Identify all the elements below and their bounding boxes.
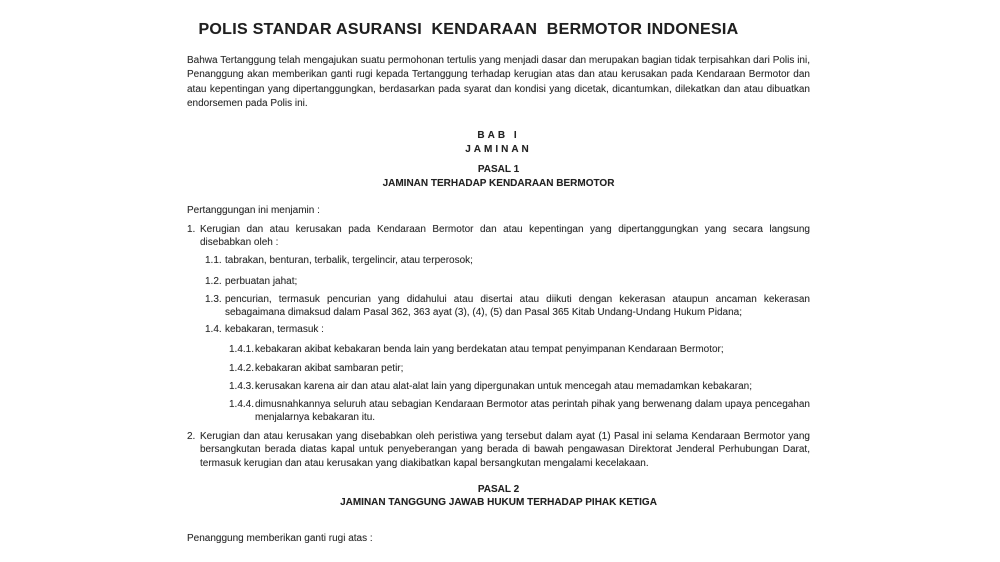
item-number: 1.4.3. — [229, 380, 255, 392]
preamble-paragraph: Bahwa Tertanggung telah mengajukan suatu permohonan tertulis yang menjadi dasar dan merupakan bagian tidak terpisahkan dari Polis ini, Penanggung akan memberikan ganti rugi kepada Tertanggung terhadap kerugian atas dan atau kerusakan pada Kendaraan Bermotor dan atau kepentingan yang dipertanggungkan, berdasarkan pada syarat dan kondisi yang dicetak, dicantumkan, dilekatkan dan atau dibuatkan endorsemen pada Polis ini. — [187, 54, 810, 109]
list-item-2 — [187, 430, 810, 471]
pasal-2-intro: Penanggung memberikan ganti rugi atas : — [187, 532, 373, 544]
list-item-1-4-4 — [229, 398, 810, 425]
item-number: 1. — [187, 223, 196, 235]
item-text: perbuatan jahat; — [225, 275, 298, 287]
item-text: pencurian, termasuk pencurian yang didahului atau disertai atau diikuti dengan kekerasan ataupun ancaman kekerasan sebagaimana dimaksud dalam Pasal 362, 363 ayat (3), (4), (5) dan Pasal 365 Kitab Undang-Undang Hukum Pidana; — [225, 293, 810, 318]
list-item-1-4-3 — [229, 380, 810, 394]
list-item-1-2 — [205, 275, 810, 289]
item-text: kebakaran akibat sambaran petir; — [255, 363, 404, 374]
pasal-2-label: PASAL 2 — [477, 483, 520, 495]
item-text: Kerugian dan atau kerusakan yang disebabkan oleh peristiwa yang tersebut dalam ayat (1) Pasal ini selama Kendaraan Bermotor yang bersangkutan berada diatas kapal untuk penyeberangan yang berada di bawah pengawasan Direktorat Jenderal Perhubungan Darat, termasuk kerugian dan atau kerusakan yang diakibatkan kapal bersangkutan mengalami kecelakaan. — [200, 430, 810, 469]
chapter-title: JAMINAN — [465, 144, 532, 155]
item-text: Kerugian dan atau kerusakan pada Kendaraan Bermotor dan atau kepentingan yang dipertanggungkan yang secara langsung disebabkan oleh : — [200, 223, 810, 248]
item-number: 1.3. — [205, 293, 222, 305]
item-number: 1.4.2. — [229, 363, 255, 374]
item-text: kerusakan karena air dan atau alat-alat lain yang dipergunakan untuk mencegah atau memadamkan kebakaran; — [255, 380, 752, 392]
pasal-1-title: JAMINAN TERHADAP KENDARAAN BERMOTOR — [382, 177, 615, 189]
document-content — [187, 21, 810, 545]
item-number: 1.1. — [205, 255, 222, 266]
document-title: POLIS STANDAR ASURANSI KENDARAAN BERMOTOR INDONESIA — [198, 21, 739, 38]
item-number: 1.4.4. — [229, 398, 255, 410]
item-number: 1.4.1. — [229, 343, 255, 355]
list-item-1 — [187, 223, 810, 250]
pasal-2-heading — [187, 483, 810, 510]
pasal-1-heading — [187, 163, 810, 190]
pasal-1-intro: Pertanggungan ini menjamin : — [187, 205, 320, 216]
pasal-2-title: JAMINAN TANGGUNG JAWAB HUKUM TERHADAP PIHAK KETIGA — [340, 497, 657, 508]
item-text: dimusnahkannya seluruh atau sebagian Kendaraan Bermotor atas perintah pihak yang berwenang dalam upaya pencegahan menjalarnya kebakaran itu. — [255, 398, 810, 423]
list-item-1-4 — [205, 323, 810, 337]
chapter-heading — [187, 129, 810, 157]
item-text: tabrakan, benturan, terbalik, tergelincir, atau terperosok; — [225, 255, 473, 266]
list-item-1-4-2 — [229, 362, 810, 376]
pasal-1-label: PASAL 1 — [477, 164, 520, 175]
item-text: kebakaran, termasuk : — [225, 323, 324, 335]
list-item-1-1 — [205, 254, 810, 268]
chapter-label: BAB I — [477, 130, 520, 141]
list-item-1-3 — [205, 293, 810, 320]
item-number: 1.4. — [205, 323, 222, 335]
item-number: 2. — [187, 430, 196, 442]
item-text: kebakaran akibat kebakaran benda lain yang berdekatan atau tempat penyimpanan Kendaraan Bermotor; — [255, 343, 724, 355]
list-item-1-4-1 — [229, 343, 810, 357]
item-number: 1.2. — [205, 275, 222, 287]
